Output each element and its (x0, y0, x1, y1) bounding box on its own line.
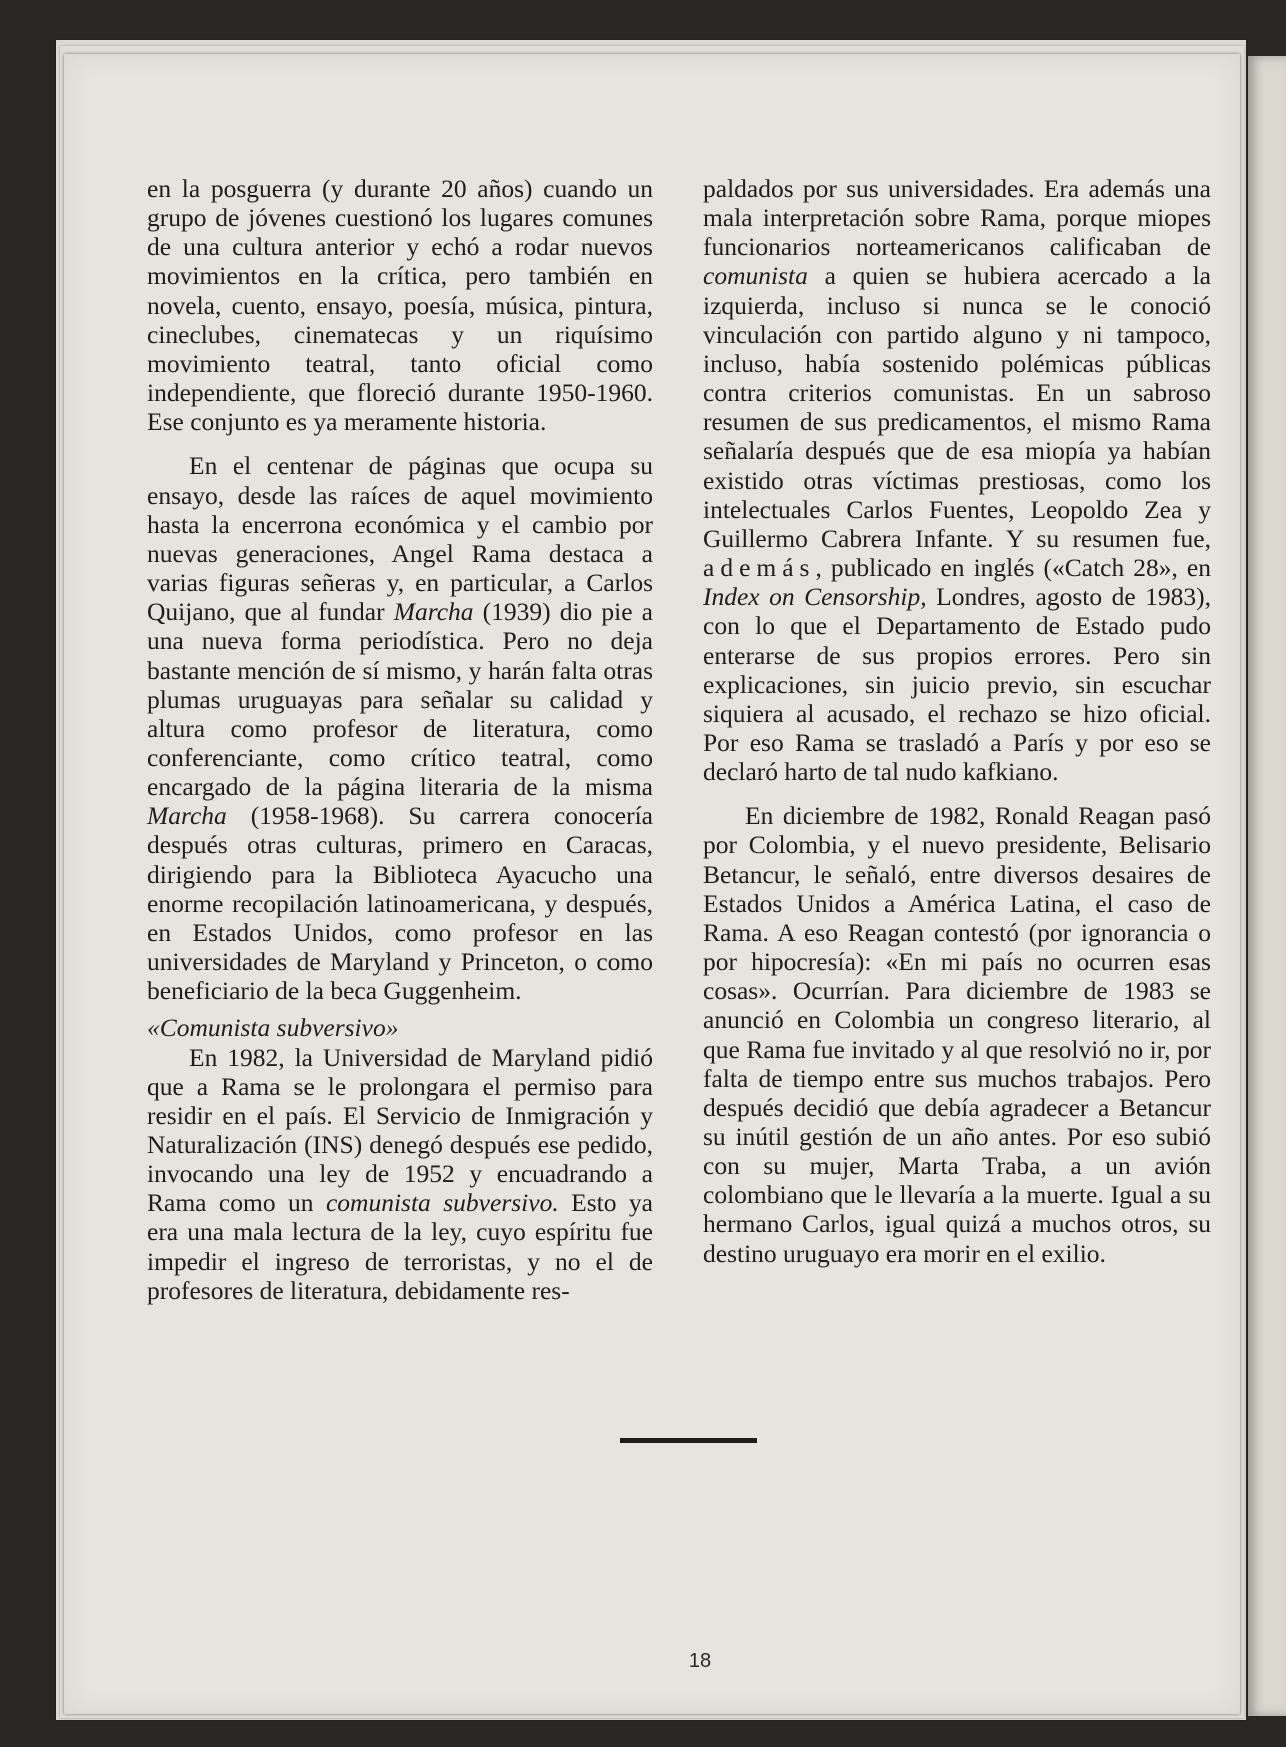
body-paragraph: En diciembre de 1982, Ronald Reagan pasó por Colombia, y el nuevo presidente, Belisario Betancur, le señaló, entre diversos desaires de Estados Unidos a América Latina, el caso de Rama. A eso Reagan contestó (por ignorancia o por hipocresía): «En mi país no ocurren esas cosas». Ocurrían. Para diciembre de 1983 se anunció en Colombia un congreso literario, al que Rama fue invitado y al que resolvió no ir, por falta de tiempo entre sus muchos trabajos. Pero después decidió que debía agradecer a Betancur su inútil gestión de un año antes. Por eso subió con su mujer, Marta Traba, a un avión colombiano que le llevaría a la muerte. Igual a su hermano Carlos, igual quizá a muchos otros, su destino uruguayo era morir en el exilio. (703, 801, 1211, 1268)
text-run: En 1982, la Universidad de Maryland pidió que a Rama se le prolongara el permiso para residir en el país. El Servicio de Inmigración y Naturalización (INS) denegó después ese pedido, invocando una ley de 1952 y encuadrando a Rama como un (147, 1042, 653, 1218)
italic-title: Index on Censorship, (703, 582, 927, 612)
text-run: En el centenar de páginas que ocupa su ensayo, desde las raíces de aquel movimiento hasta la encerrona económica y el cambio por nuevas generaciones, Angel Rama destaca a varias figuras señeras y, en particular, a Carlos Quijano, que al fundar (147, 451, 653, 627)
letterspaced-word: además (703, 553, 816, 583)
end-of-article-rule (620, 1438, 757, 1443)
text-run: , publicado en inglés («Catch 28», en (815, 553, 1211, 583)
body-paragraph (703, 174, 1211, 786)
text-run: Esto ya era una mala lectura de la ley, cuyo espíritu fue impedir el ingreso de terroristas, y no el de profesores de literatura, debidamente res- (147, 1188, 654, 1305)
page-number: 18 (688, 1650, 712, 1672)
body-paragraph (147, 1043, 653, 1305)
text-run: Londres, agosto de 1983), con lo que el Departamento de Estado pudo enterarse de sus propios errores. Pero sin explicaciones, sin juicio previo, sin escuchar siquiera al acusado, el rechazo se hizo oficial. Por eso Rama se trasladó a París y por eso se declaró harto de tal nudo kafkiano. (703, 582, 1211, 787)
italic-term: comunista (703, 261, 808, 291)
body-paragraph (147, 451, 653, 1005)
text-run: paldados por sus universidades. Era además una mala interpretación sobre Rama, porque miopes funcionarios norteamericanos calificaban de (703, 174, 1211, 262)
italic-term: comunista subversivo. (325, 1188, 559, 1218)
left-text-column (147, 174, 653, 1305)
section-subheading: «Comunista subversivo» (147, 1013, 399, 1043)
text-run: (1939) dio pie a una nueva forma periodística. Pero no deja bastante mención de sí mismo, y harán falta otras plumas uruguayas para señalar su calidad y altura como profesor de literatura, como conferenciante, como crítico teatral, como encargado de la página literaria de la misma (147, 597, 653, 802)
right-text-column (703, 174, 1211, 1268)
adjacent-page-edge (1248, 56, 1286, 1716)
body-paragraph: en la posguerra (y durante 20 años) cuando un grupo de jóvenes cuestionó los lugares comunes de una cultura anterior y echó a rodar nuevos movimientos en la crítica, pero también en novela, cuento, ensayo, poesía, música, pintura, cineclubes, cinematecas y un riquísimo movimiento teatral, tanto oficial como independiente, que floreció durante 1950-1960. Ese conjunto es ya meramente historia. (147, 174, 653, 437)
italic-title: Marcha (147, 801, 227, 831)
text-run: a quien se hubiera acercado a la izquierda, incluso si nunca se le conoció vinculación con partido alguno y ni tampoco, incluso, había sostenido polémicas públicas contra criterios comunistas. En un sabroso resumen de sus predicamentos, el mismo Rama señalaría después que de esa miopía ya habían existido otras víctimas prestiosas, como los intelectuales Carlos Fuentes, Leopoldo Zea y Guillermo Cabrera Infante. Y su resumen fue, (703, 261, 1211, 553)
italic-title: Marcha (393, 597, 474, 627)
text-run: (1958-1968). Su carrera conocería después otras culturas, primero en Caracas, dirigiendo para la Biblioteca Ayacucho una enorme recopilación latinoamericana, y después, en Estados Unidos, como profesor en las universidades de Maryland y Princeton, o como beneficiario de la beca Guggenheim. (147, 801, 653, 1006)
